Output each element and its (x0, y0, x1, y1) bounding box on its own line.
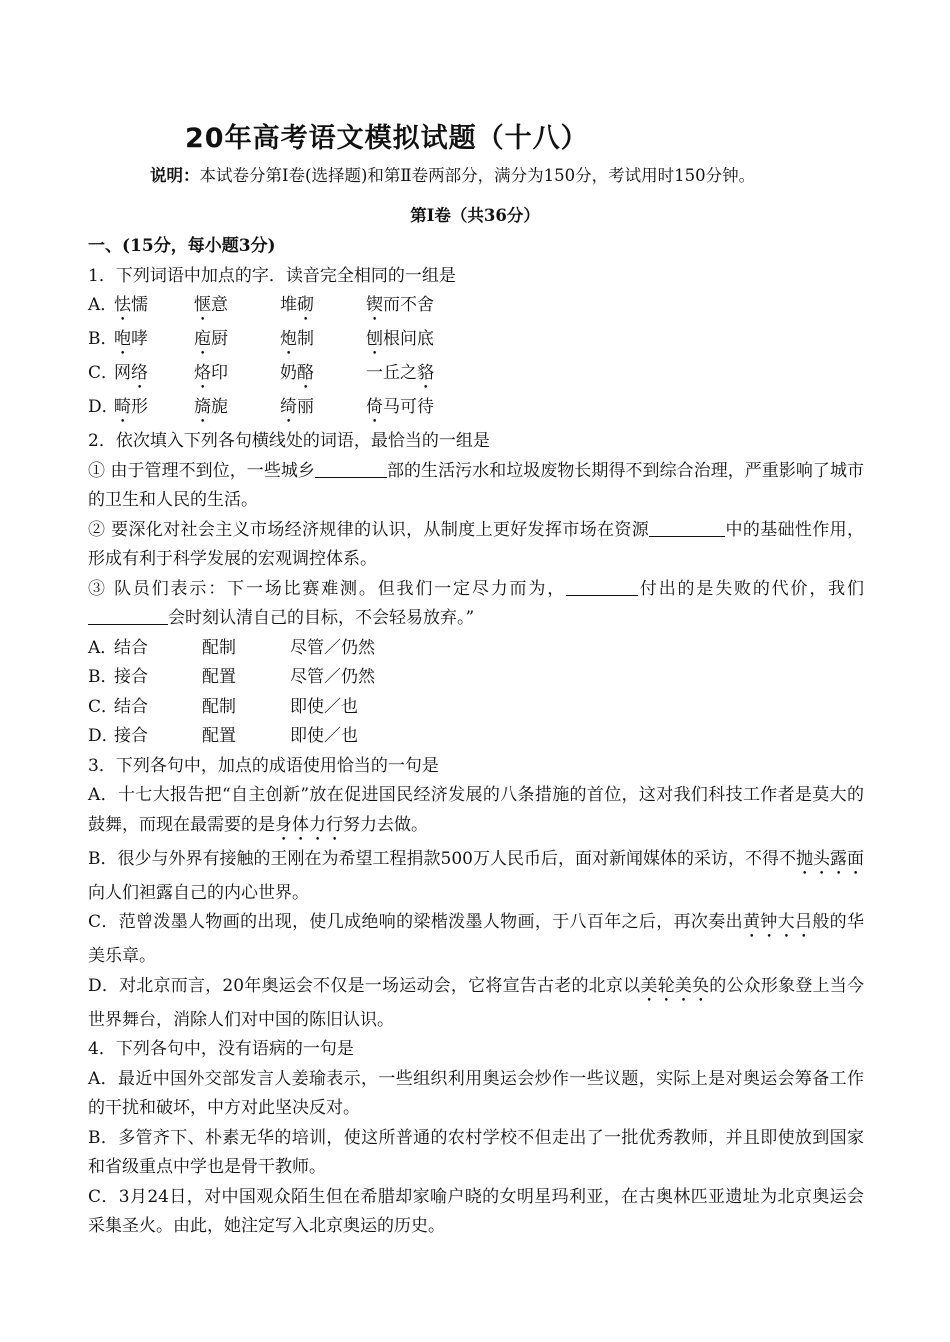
option-word: 奶酪 (280, 363, 314, 383)
answer-blank (315, 459, 387, 478)
option-letter: A． (88, 295, 118, 315)
question-3-option-b: B．很少与外界有接触的王刚在为希望工程捐款500万人民币后，面对新闻媒体的采访，不得不抛头露面向人们袒露自己的内心世界。 (88, 848, 864, 903)
answer-blank (566, 577, 638, 596)
emphasized-idiom: 美轮美奂 (640, 975, 710, 996)
option-word: 旖旎 (194, 397, 228, 417)
question-4-option-a: A．最近中国外交部发言人姜瑜表示，一些组织利用奥运会炒作一些议题，实际上是对奥运会筹备工作的干扰和破坏，中方对此坚决反对。 (88, 1068, 864, 1118)
option-word: 咆哮 (114, 329, 148, 349)
question-3-option-c: C．范曾泼墨人物画的出现，使几成绝响的梁楷泼墨人物画，于八百年之后，再次奏出黄钟大吕般的华美乐章。 (88, 912, 865, 966)
option-letter: D． (88, 397, 119, 417)
question-3-stem: 3．下列各句中，加点的成语使用恰当的一句是 (88, 755, 439, 776)
option-word: 惬意 (194, 295, 228, 315)
option-word: 堆砌 (280, 295, 314, 315)
option-word: 网络 (114, 363, 148, 383)
question-1-option (88, 359, 864, 393)
question-1-option (88, 325, 864, 359)
volume-heading: 第Ⅰ卷（共36分） (410, 206, 540, 225)
option-word: 刨根问底 (366, 329, 434, 349)
option-word: 一丘之貉 (366, 363, 434, 383)
question-2-option: D． 接合 配置 即使／也 (88, 726, 358, 746)
option-word: 绮丽 (280, 397, 314, 417)
option-letter: B． (88, 329, 118, 349)
exam-content (88, 232, 864, 1242)
option-word: 怯懦 (114, 295, 148, 315)
answer-blank (88, 606, 168, 625)
question-4-option-b: B．多管齐下、朴素无华的培训，使这所普通的农村学校不但走出了一批优秀教师，并且即使放到国家和省级重点中学也是骨干教师。 (88, 1127, 864, 1177)
question-2-sentence-2: ② 要深化对社会主义市场经济规律的认识，从制度上更好发挥市场在资源 中的基础性作用，形成有利于科学发展的宏观调控体系。 (88, 519, 865, 569)
question-1-option (88, 393, 864, 427)
question-4-stem: 4．下列各句中，没有语病的一句是 (88, 1039, 354, 1059)
question-2-option: B． 接合 配置 尽管／仍然 (88, 667, 375, 687)
option-word: 炮制 (280, 329, 314, 349)
answer-blank (649, 518, 725, 537)
question-2-sentence-1: ① 由于管理不到位，一些城乡 部的生活污水和垃圾废物长期得不到综合治理，严重影响了城市的卫生和人民的生活。 (88, 460, 864, 510)
question-2-option: A． 结合 配制 尽管／仍然 (88, 637, 375, 658)
option-word: 锲而不舍 (366, 295, 434, 315)
option-word: 倚马可待 (366, 397, 434, 417)
instructions-text: 本试卷分第Ⅰ卷(选择题)和第Ⅱ卷两部分，满分为150分，考试用时150分钟。 (199, 166, 756, 185)
question-1-option (88, 291, 864, 325)
emphasized-idiom: 抛头露面 (795, 848, 864, 869)
question-3-option-d: D．对北京而言，20年奥运会不仅是一场运动会，它将宣告古老的北京以美轮美奂的公众形象登上当今世界舞台，消除人们对中国的陈旧认识。 (88, 975, 865, 1030)
question-2-sentence-3: ③ 队员们表示：下一场比赛难测。但我们一定尽力而为， 付出的是失败的代价，我们会时刻认清自己的目标，不会轻易放弃。” (88, 578, 865, 628)
question-4-option-c: C．3月24日，对中国观众陌生但在希腊却家喻户晓的女明星玛利亚，在古奥林匹亚遗址为北京奥运会采集圣火。由此，她注定写入北京奥运的历史。 (88, 1186, 864, 1236)
exam-title: 20年高考语文模拟试题（十八） (185, 123, 589, 154)
section-heading: 一、(15分，每小题3分) (88, 236, 276, 256)
question-3-option-a: A．十七大报告把“自主创新”放在促进国民经济发展的八条措施的首位，这对我们科技工作者是莫大的鼓舞，而现在最需要的是身体力行努力去做。 (88, 785, 864, 835)
option-letter: C． (88, 363, 119, 383)
instructions (150, 162, 755, 186)
emphasized-idiom: 黄钟大吕 (742, 912, 813, 932)
emphasized-idiom: 身体力行 (275, 814, 343, 835)
instructions-label: 说明： (150, 166, 200, 185)
question-2-stem: 2．依次填入下列各句横线处的词语，最恰当的一组是 (88, 431, 490, 451)
option-word: 畸形 (114, 397, 148, 417)
question-2-option: C． 结合 配制 即使／也 (88, 696, 358, 717)
option-word: 庖厨 (194, 329, 228, 349)
option-word: 烙印 (194, 363, 228, 383)
question-1-stem: 1．下列词语中加点的字．读音完全相同的一组是 (88, 265, 456, 286)
